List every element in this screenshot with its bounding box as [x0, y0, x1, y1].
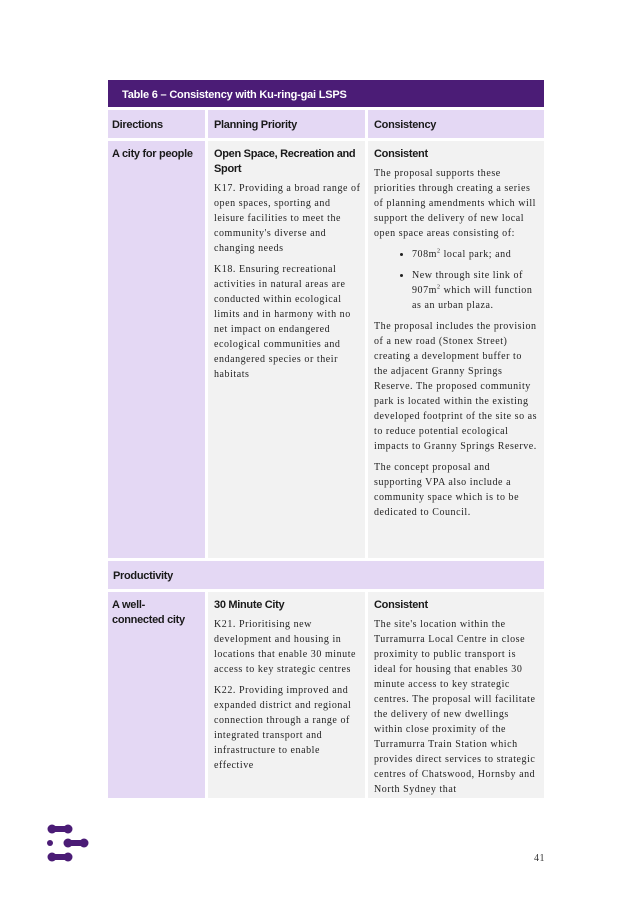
priority-cell [208, 592, 365, 798]
consistency-intro: The proposal supports these priorities through creating a series of planning amendments which will support the delivery of new local open space areas consisting of: [374, 168, 537, 239]
table-row [108, 141, 544, 558]
consistency-cell [368, 141, 544, 558]
section-productivity: Productivity [108, 561, 544, 589]
priority-item: K22. Providing improved and expanded district and regional connection through a range of integrated transport and infrastructure to enable effective [214, 685, 352, 771]
direction-cell: A city for people [108, 141, 205, 558]
consistency-table [108, 80, 544, 798]
table-title: Table 6 – Consistency with Ku-ring-gai LSPS [108, 80, 544, 107]
table-header-row [108, 110, 544, 138]
page-number: 41 [534, 853, 545, 864]
brand-logo-icon [46, 824, 90, 867]
header-planning-priority: Planning Priority [208, 110, 365, 138]
priority-cell [208, 141, 365, 558]
priority-item: K21. Prioritising new development and housing in locations that enable 30 minute access to key strategic centres [214, 619, 357, 675]
header-directions: Directions [108, 110, 205, 138]
section-row [108, 561, 544, 589]
direction-cell: A well-connected city [108, 592, 205, 798]
consistency-paragraph: The concept proposal and supporting VPA also include a community space which is to be dedicated to Council. [374, 462, 520, 518]
consistency-heading: Consistent [374, 599, 428, 611]
header-consistency: Consistency [368, 110, 544, 138]
consistency-bullets [374, 247, 538, 313]
consistency-cell [368, 592, 544, 798]
priority-item: K17. Providing a broad range of open spaces, sporting and leisure facilities to meet the community's diverse and changing needs [214, 183, 361, 254]
table-row [108, 592, 544, 798]
consistency-heading: Consistent [374, 148, 428, 160]
priority-heading: Open Space, Recreation and Sport [214, 148, 356, 175]
bullet-item: • $708m^2$ local park; and [412, 247, 538, 262]
consistency-paragraph: The proposal includes the provision of a new road (Stonex Street) creating a development buffer to the adjacent Granny Springs Reserve. The proposed community park is located within the existing developed footprint of the site so as to reduce potential ecological impacts to Granny Springs Reserve. [374, 321, 538, 452]
consistency-paragraph: The site's location within the Turramurra Local Centre in close proximity to public transport is ideal for housing that enables 30 minute access to key strategic centres. The proposal will facilitate the delivery of new dwellings within close proximity of the Turramurra Train Station which provides direct services to strategic centres of Chatswood, Hornsby and North Sydney that [374, 619, 536, 795]
priority-heading: 30 Minute City [214, 599, 285, 611]
bullet-item: • New through site link of $907m^2$ which will function as an urban plaza. [412, 268, 538, 313]
priority-item: K18. Ensuring recreational activities in natural areas are conducted within ecological limits and in harmony with no net impact on endangered ecological communities and endangered species or their habitats [214, 264, 351, 380]
